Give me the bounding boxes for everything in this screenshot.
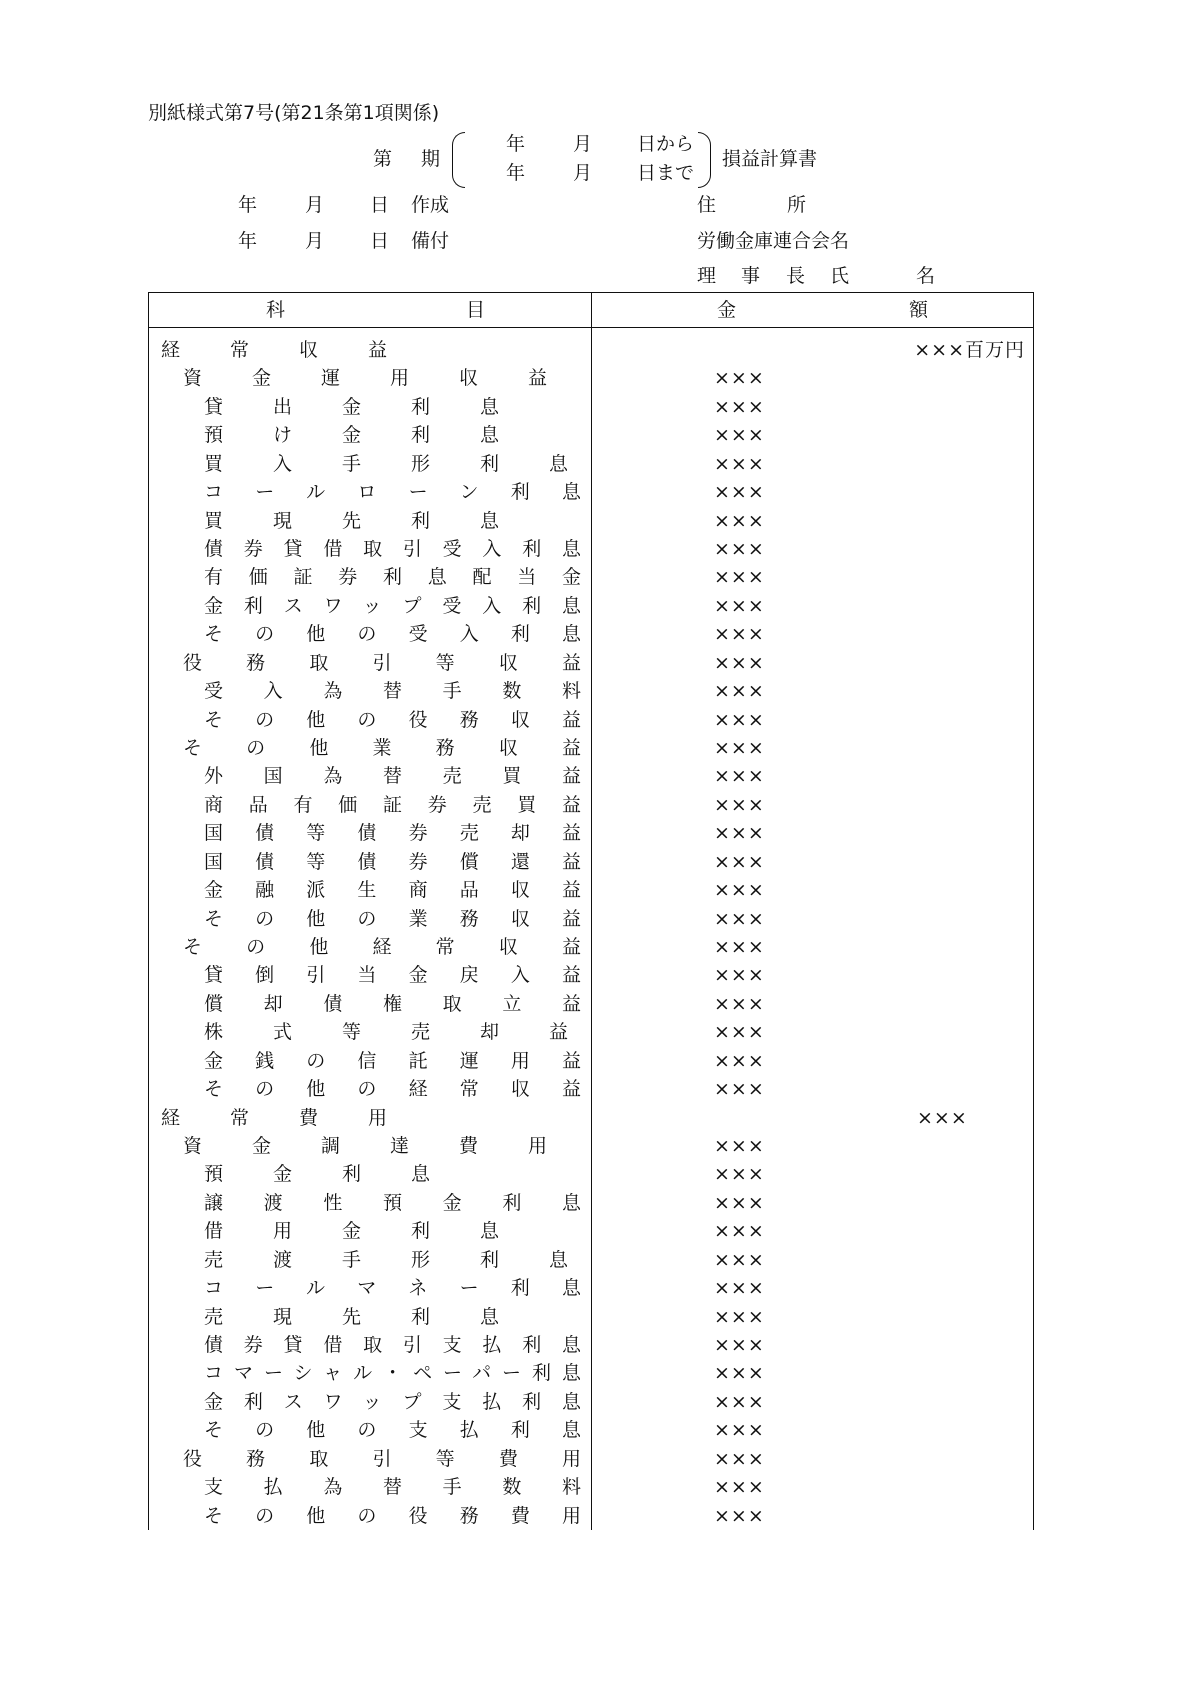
table-row [149, 649, 1033, 677]
row-amount: ××× [714, 566, 765, 589]
chairman-label-4: 氏 [830, 265, 850, 287]
row-label: 償却債権取立益 [204, 992, 622, 1015]
table-row [149, 1473, 1033, 1501]
row-amount: ××× [714, 1163, 765, 1186]
row-amount: ××× [714, 879, 765, 902]
filed-day: 日 [370, 230, 390, 252]
table-row [149, 1018, 1033, 1046]
table-row [149, 364, 1033, 392]
row-label: 金利スワップ受入利息 [204, 594, 602, 617]
row-label: 国債等債券売却益 [204, 822, 614, 845]
table-row [149, 706, 1033, 734]
created-label: 作成 [411, 194, 450, 216]
table-row [149, 450, 1033, 478]
filed-month: 月 [305, 230, 325, 252]
row-amount: ××× [714, 680, 765, 703]
row-label: その他の経常収益 [204, 1078, 614, 1101]
created-year: 年 [238, 194, 258, 216]
table-row [149, 393, 1033, 421]
table-row [149, 961, 1033, 989]
chairman-label-5: 名 [916, 265, 936, 287]
from-year: 年 [506, 133, 526, 155]
row-label: 資金運用収益 [183, 367, 598, 390]
row-amount: ××× [714, 594, 765, 617]
table-row [149, 535, 1033, 563]
to-day: 日まで [637, 162, 695, 184]
row-amount: ××× [714, 1390, 765, 1413]
row-amount: ××× [714, 367, 765, 390]
row-amount: ××× [714, 1021, 765, 1044]
table-row [149, 905, 1033, 933]
row-amount: ××× [714, 1248, 765, 1271]
row-amount: ×××百万円 [914, 339, 1025, 361]
header-item-2: 目 [466, 299, 486, 321]
row-amount: ××× [714, 1419, 765, 1442]
table-row [149, 1104, 1033, 1132]
row-label: 貸倒引当金戻入益 [204, 964, 614, 987]
row-amount: ××× [714, 1191, 765, 1214]
row-amount: ××× [714, 1277, 765, 1300]
row-amount: ××× [714, 1220, 765, 1243]
row-label: 経常収益 [161, 339, 438, 361]
row-label: その他の役務費用 [204, 1504, 614, 1527]
row-amount: ××× [714, 538, 765, 560]
table-row [149, 677, 1033, 705]
row-amount: ××× [714, 1362, 765, 1385]
row-amount: ××× [714, 907, 765, 930]
table-row [149, 478, 1033, 506]
table-header [149, 293, 1033, 328]
row-label: 有価証券利息配当金 [204, 566, 607, 589]
row-label: 金利スワップ支払利息 [204, 1390, 602, 1413]
row-label: 売現先利息 [204, 1305, 550, 1328]
table-row [149, 1303, 1033, 1331]
table-row [149, 819, 1033, 847]
table-row [149, 1246, 1033, 1274]
table-row [149, 421, 1033, 449]
row-amount: ××× [714, 481, 765, 504]
table-row [149, 734, 1033, 762]
row-amount: ××× [714, 964, 765, 987]
row-label: その他経常収益 [183, 936, 626, 959]
row-amount: ××× [714, 651, 765, 674]
row-label: 借用金利息 [204, 1220, 550, 1243]
row-amount: ××× [714, 850, 765, 873]
row-amount: ××× [714, 822, 765, 845]
row-amount: ××× [714, 424, 765, 447]
row-amount: ××× [714, 936, 765, 959]
table-row [149, 762, 1033, 790]
address-label-2: 所 [787, 194, 807, 216]
row-label: 預け金利息 [204, 424, 550, 447]
table-row [149, 990, 1033, 1018]
table-row [149, 1331, 1033, 1359]
row-label: 役務取引等収益 [183, 651, 626, 674]
created-day: 日 [370, 194, 390, 216]
row-amount: ××× [714, 1447, 765, 1470]
table-row [149, 592, 1033, 620]
table-row [149, 933, 1033, 961]
row-label: 買現先利息 [204, 509, 550, 532]
table-row [149, 1047, 1033, 1075]
row-label: 受入為替手数料 [204, 680, 622, 703]
row-label: コールローン利息 [204, 481, 614, 504]
filed-year: 年 [238, 230, 258, 252]
row-label: コールマネー利息 [204, 1277, 614, 1300]
period-ki: 期 [421, 148, 441, 170]
row-label: その他の業務収益 [204, 907, 614, 930]
table-row [149, 507, 1033, 535]
row-label: その他の受入利息 [204, 623, 614, 646]
table-row [149, 1416, 1033, 1444]
table-row [149, 620, 1033, 648]
row-amount: ××× [714, 395, 765, 418]
table-row [149, 336, 1033, 364]
right-brace [698, 132, 711, 188]
table-row [149, 1075, 1033, 1103]
row-label: コマーシャル・ペーパー利息 [204, 1362, 592, 1385]
row-label: 預金利息 [204, 1163, 481, 1186]
table-row [149, 1160, 1033, 1188]
row-amount: ××× [714, 1305, 765, 1328]
created-month: 月 [305, 194, 325, 216]
row-label: 株式等売却益 [204, 1021, 619, 1044]
row-amount: ××× [917, 1106, 968, 1129]
table-row [149, 1359, 1033, 1387]
org-name-label: 労働金庫連合会名 [697, 230, 850, 252]
row-label: 役務取引等費用 [183, 1447, 626, 1470]
table-row [149, 1445, 1033, 1473]
table-row [149, 1217, 1033, 1245]
from-month: 月 [573, 133, 593, 155]
header-amount-2: 額 [909, 299, 929, 321]
chairman-label-3: 長 [786, 265, 806, 287]
row-amount: ××× [714, 1049, 765, 1072]
row-label: その他の役務収益 [204, 708, 614, 731]
row-label: その他の支払利息 [204, 1419, 614, 1442]
from-day: 日から [637, 133, 695, 155]
table-row [149, 1274, 1033, 1302]
row-label: 商品有価証券売買益 [204, 793, 607, 816]
period-dai: 第 [373, 148, 393, 170]
document-title: 損益計算書 [722, 148, 818, 170]
left-brace [452, 132, 465, 188]
row-amount: ××× [714, 1476, 765, 1499]
table-row [149, 1189, 1033, 1217]
row-label: 金銭の信託運用益 [204, 1049, 614, 1072]
row-amount: ××× [714, 509, 765, 532]
header-amount-1: 金 [717, 299, 737, 321]
row-label: 外国為替売買益 [204, 765, 622, 788]
row-amount: ××× [714, 765, 765, 788]
to-year: 年 [506, 162, 526, 184]
chairman-label-2: 事 [741, 265, 761, 287]
row-label: 貸出金利息 [204, 395, 550, 418]
income-statement-table [148, 292, 1034, 1530]
row-amount: ××× [714, 793, 765, 816]
row-label: 買入手形利息 [204, 452, 619, 475]
table-row [149, 563, 1033, 591]
filed-label: 備付 [411, 230, 450, 252]
table-row [149, 1132, 1033, 1160]
row-label: 譲渡性預金利息 [204, 1191, 622, 1214]
to-month: 月 [573, 162, 593, 184]
row-amount: ××× [714, 1135, 765, 1158]
row-label: 金融派生商品収益 [204, 879, 614, 902]
table-row [149, 876, 1033, 904]
row-amount: ××× [714, 737, 765, 760]
row-amount: ××× [714, 1078, 765, 1101]
row-amount: ××× [714, 1334, 765, 1357]
row-amount: ××× [714, 623, 765, 646]
row-label: 売渡手形利息 [204, 1248, 619, 1271]
row-label: 資金調達費用 [183, 1135, 598, 1158]
row-label: 国債等債券償還益 [204, 850, 614, 873]
table-row [149, 791, 1033, 819]
row-label: 支払為替手数料 [204, 1476, 622, 1499]
table-row [149, 1388, 1033, 1416]
table-row [149, 848, 1033, 876]
row-amount: ××× [714, 992, 765, 1015]
header-item-1: 科 [266, 299, 286, 321]
chairman-label-1: 理 [697, 265, 717, 287]
row-amount: ××× [714, 708, 765, 731]
row-amount: ××× [714, 452, 765, 475]
row-label: その他業務収益 [183, 737, 626, 760]
row-amount: ××× [714, 1504, 765, 1527]
form-title: 別紙様式第7号(第21条第1項関係) [148, 102, 440, 124]
table-row [149, 1502, 1033, 1530]
row-label: 経常費用 [161, 1106, 438, 1129]
row-label: 債券貸借取引受入利息 [204, 538, 602, 560]
row-label: 債券貸借取引支払利息 [204, 1334, 602, 1357]
address-label-1: 住 [697, 194, 717, 216]
